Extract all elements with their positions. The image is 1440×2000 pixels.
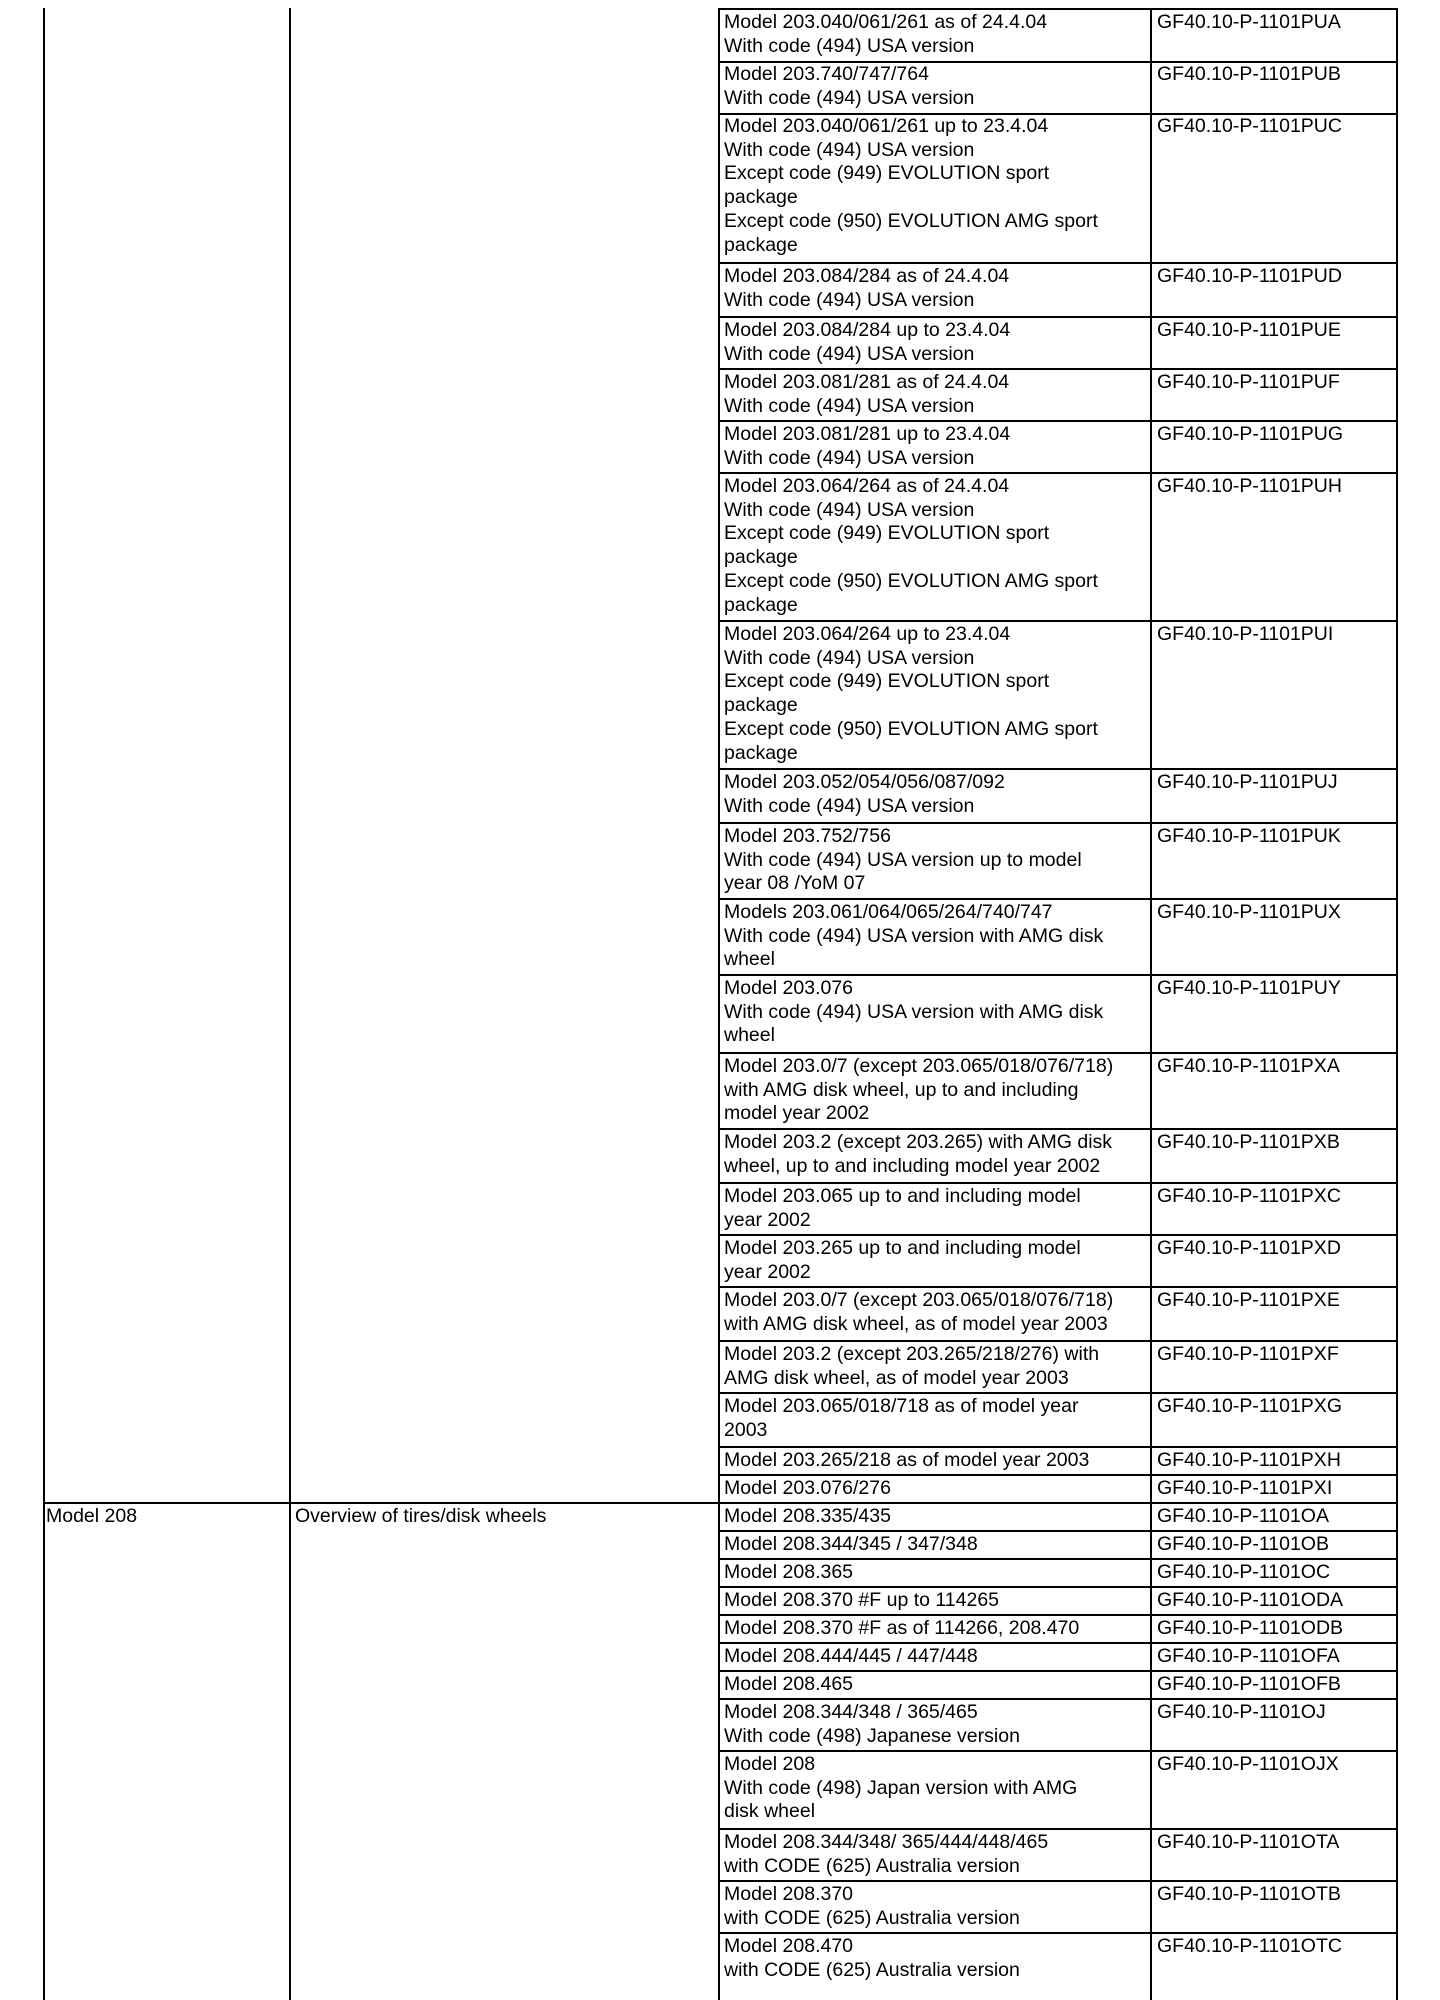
document-number: GF40.10-P-1101PUX [1157, 901, 1341, 923]
row-border [718, 974, 1397, 976]
document-number: GF40.10-P-1101PUG [1157, 423, 1344, 445]
row-border [718, 1286, 1397, 1288]
row-border [718, 1340, 1397, 1342]
model-cell: Model 208.365 [724, 1561, 854, 1583]
row-border [718, 1052, 1397, 1054]
row-border [718, 1530, 1397, 1532]
model-cell: Model 203.752/756 With code (494) USA version up to model year 08 /YoM 07 [724, 825, 1082, 895]
model-cell: Model 203.052/054/056/087/092 With code (494) USA version [724, 771, 1005, 817]
document-number: GF40.10-P-1101PUH [1157, 475, 1342, 497]
model-cell: Model 208.335/435 [724, 1505, 891, 1527]
model-group-label: Model 208 [46, 1505, 138, 1527]
row-border [718, 1880, 1397, 1882]
document-number: GF40.10-P-1101PUK [1157, 825, 1341, 847]
group-separator [43, 1502, 1397, 1504]
document-number: GF40.10-P-1101PXE [1157, 1289, 1340, 1311]
document-number: GF40.10-P-1101OB [1157, 1533, 1329, 1555]
model-cell: Model 208.370 #F as of 114266, 208.470 [724, 1617, 1080, 1639]
document-number: GF40.10-P-1101PXB [1157, 1131, 1340, 1153]
document-number: GF40.10-P-1101PXI [1157, 1477, 1333, 1499]
model-cell: Model 203.0/7 (except 203.065/018/076/718) with AMG disk wheel, as of model year 2003 [724, 1289, 1114, 1335]
row-border [718, 898, 1397, 900]
table-border-col2 [289, 8, 291, 2000]
row-border [718, 472, 1397, 474]
row-border [718, 1642, 1397, 1644]
document-number: GF40.10-P-1101PUI [1157, 623, 1334, 645]
document-number: GF40.10-P-1101PXH [1157, 1449, 1341, 1471]
row-border [718, 1474, 1397, 1476]
row-border [718, 1128, 1397, 1130]
table-border-col4 [1150, 8, 1152, 2000]
model-cell: Model 203.076 With code (494) USA version with AMG disk wheel [724, 977, 1104, 1047]
model-cell: Model 203.265 up to and including model year 2002 [724, 1237, 1081, 1283]
table-border-left [43, 8, 45, 2000]
row-border [718, 368, 1397, 370]
model-cell: Model 203.076/276 [724, 1477, 891, 1499]
model-cell: Model 203.2 (except 203.265/218/276) with AMG disk wheel, as of model year 2003 [724, 1343, 1100, 1389]
document-number: GF40.10-P-1101PXA [1157, 1055, 1340, 1077]
model-cell: Model 203.064/264 up to 23.4.04 With code (494) USA version Except code (949) EVOLUTION sport package Except code (950) EVOLUTION AMG sport package [724, 623, 1098, 764]
row-border [718, 620, 1397, 622]
group-description: Overview of tires/disk wheels [295, 1505, 547, 1527]
model-cell: Model 203.0/7 (except 203.065/018/076/718) with AMG disk wheel, up to and including model year 2002 [724, 1055, 1114, 1125]
row-border [718, 1446, 1397, 1448]
row-border [718, 1586, 1397, 1588]
row-border [718, 1698, 1397, 1700]
document-number: GF40.10-P-1101PUC [1157, 115, 1342, 137]
document-number: GF40.10-P-1101PUF [1157, 371, 1340, 393]
model-cell: Model 208.470 with CODE (625) Australia version [724, 1935, 1020, 1981]
row-border [718, 262, 1397, 264]
model-cell: Model 203.2 (except 203.265) with AMG disk wheel, up to and including model year 2002 [724, 1131, 1113, 1177]
model-cell: Model 203.084/284 up to 23.4.04 With code (494) USA version [724, 319, 1011, 365]
model-cell: Model 203.065 up to and including model year 2002 [724, 1185, 1081, 1231]
document-number: GF40.10-P-1101PUJ [1157, 771, 1338, 793]
model-cell: Model 203.265/218 as of model year 2003 [724, 1449, 1090, 1471]
model-cell: Model 203.040/061/261 as of 24.4.04 With code (494) USA version [724, 11, 1048, 57]
document-number: GF40.10-P-1101PXD [1157, 1237, 1341, 1259]
model-cell: Model 208.370 #F up to 114265 [724, 1589, 1000, 1611]
document-number: GF40.10-P-1101PUD [1157, 265, 1342, 287]
row-border [718, 1234, 1397, 1236]
row-border [718, 8, 1397, 10]
document-number: GF40.10-P-1101PUY [1157, 977, 1341, 999]
document-number: GF40.10-P-1101PXG [1157, 1395, 1342, 1417]
row-border [718, 1392, 1397, 1394]
row-border [718, 420, 1397, 422]
document-number: GF40.10-P-1101PUB [1157, 63, 1341, 85]
row-border [718, 1558, 1397, 1560]
document-number: GF40.10-P-1101OFB [1157, 1673, 1341, 1695]
document-number: GF40.10-P-1101OTC [1157, 1935, 1342, 1957]
model-cell: Model 208.344/345 / 347/348 [724, 1533, 978, 1555]
model-cell: Models 203.061/064/065/264/740/747 With code (494) USA version with AMG disk wheel [724, 901, 1104, 971]
row-border [718, 768, 1397, 770]
document-number: GF40.10-P-1101OJX [1157, 1753, 1339, 1775]
model-cell: Model 203.081/281 as of 24.4.04 With code (494) USA version [724, 371, 1010, 417]
document-number: GF40.10-P-1101OC [1157, 1561, 1331, 1583]
table-border-right [1396, 8, 1398, 2000]
document-number: GF40.10-P-1101ODA [1157, 1589, 1344, 1611]
document-number: GF40.10-P-1101PUE [1157, 319, 1341, 341]
model-cell: Model 208.370 with CODE (625) Australia version [724, 1883, 1020, 1929]
document-number: GF40.10-P-1101ODB [1157, 1617, 1344, 1639]
row-border [718, 1932, 1397, 1934]
row-border [718, 822, 1397, 824]
model-cell: Model 203.084/284 as of 24.4.04 With code (494) USA version [724, 265, 1010, 311]
model-cell: Model 208.344/348/ 365/444/448/465 with CODE (625) Australia version [724, 1831, 1049, 1877]
document-number: GF40.10-P-1101OA [1157, 1505, 1329, 1527]
document-number: GF40.10-P-1101OFA [1157, 1645, 1340, 1667]
model-cell: Model 208.444/445 / 447/448 [724, 1645, 978, 1667]
model-cell: Model 203.064/264 as of 24.4.04 With code (494) USA version Except code (949) EVOLUTION sport package Except code (950) EVOLUTION AMG sport package [724, 475, 1098, 616]
model-cell: Model 203.740/747/764 With code (494) USA version [724, 63, 975, 109]
document-number: GF40.10-P-1101OTB [1157, 1883, 1341, 1905]
row-border [718, 1614, 1397, 1616]
row-border [718, 316, 1397, 318]
row-border [718, 1828, 1397, 1830]
model-cell: Model 208.465 [724, 1673, 854, 1695]
model-cell: Model 203.065/018/718 as of model year 2003 [724, 1395, 1079, 1441]
model-cell: Model 208.344/348 / 365/465 With code (498) Japanese version [724, 1701, 1020, 1747]
document-number: GF40.10-P-1101OJ [1157, 1701, 1326, 1723]
document-number: GF40.10-P-1101PXF [1157, 1343, 1339, 1365]
model-cell: Model 203.081/281 up to 23.4.04 With code (494) USA version [724, 423, 1011, 469]
model-cell: Model 203.040/061/261 up to 23.4.04 With code (494) USA version Except code (949) EVOLUTION sport package Except code (950) EVOLUTION AMG sport package [724, 115, 1098, 256]
document-number: GF40.10-P-1101PXC [1157, 1185, 1341, 1207]
model-cell: Model 208 With code (498) Japan version with AMG disk wheel [724, 1753, 1078, 1823]
row-border [718, 1750, 1397, 1752]
document-number: GF40.10-P-1101PUA [1157, 11, 1341, 33]
document-number: GF40.10-P-1101OTA [1157, 1831, 1340, 1853]
table-border-col3 [718, 8, 720, 2000]
row-border [718, 1182, 1397, 1184]
row-border [718, 1670, 1397, 1672]
